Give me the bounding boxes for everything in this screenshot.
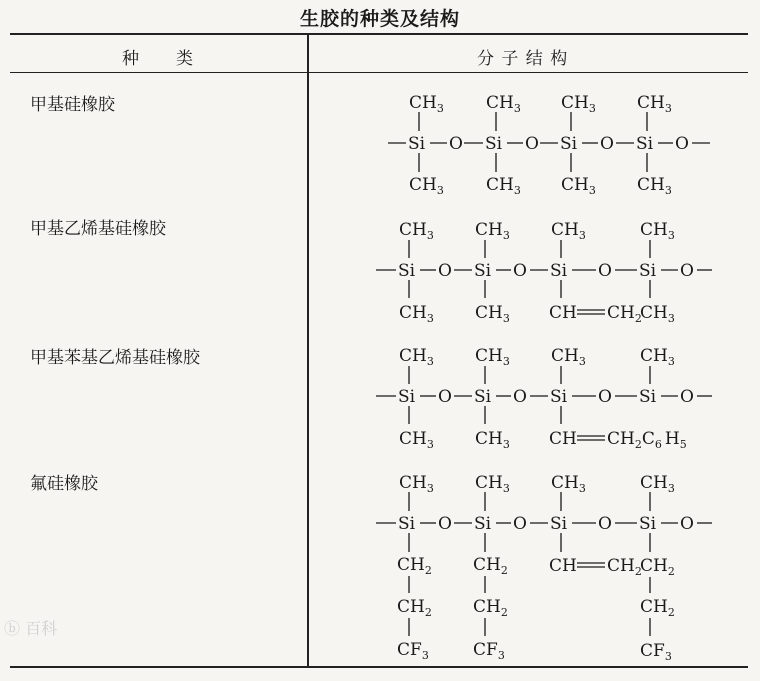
ch-vinyl: CH (549, 429, 577, 449)
structure-methyl (388, 93, 710, 197)
ch3-group: $CH_3$ (399, 346, 434, 368)
si-atom: Si (550, 261, 568, 281)
ch3-group: $CH_3$ (475, 220, 510, 242)
ch2-group: $CH_2$ (473, 555, 508, 577)
header-structure: 分 子 结 构 (477, 49, 569, 69)
ch2-vinyl: $CH_2$ (607, 303, 642, 325)
o-atom: O (598, 261, 612, 281)
o-atom: O (438, 387, 452, 407)
si-atom: Si (398, 387, 416, 407)
structure-methyl-phenyl-vinyl (376, 346, 712, 451)
ch3-group: $CH_3$ (475, 303, 510, 325)
row-name-methyl-vinyl: 甲基乙烯基硅橡胶 (30, 219, 166, 239)
watermark-icon: ⓑ (4, 619, 21, 638)
o-atom: O (438, 261, 452, 281)
watermark (4, 616, 57, 639)
o-atom: O (598, 514, 612, 534)
o-atom: O (600, 134, 614, 154)
ch3-group: $CH_3$ (409, 93, 444, 115)
o-atom: O (680, 387, 694, 407)
ch-vinyl: CH (549, 303, 577, 323)
si-atom: Si (485, 134, 503, 154)
ch3-group: $CH_3$ (551, 220, 586, 242)
si-atom: Si (474, 387, 492, 407)
row-name-fluoro: 氟硅橡胶 (30, 474, 98, 494)
ch3-group: $CH_3$ (551, 473, 586, 495)
ch3-group: $CH_3$ (475, 473, 510, 495)
ch3-group: $CH_3$ (640, 346, 675, 368)
ch2-group: $CH_2$ (640, 597, 675, 619)
header-type: 种 类 (122, 49, 194, 69)
si-atom: Si (398, 514, 416, 534)
o-atom: O (513, 514, 527, 534)
si-atom: Si (550, 387, 568, 407)
ch3-group: $CH_3$ (637, 93, 672, 115)
ch2-vinyl: $CH_2$ (607, 556, 642, 578)
si-atom: Si (636, 134, 654, 154)
si-atom: Si (398, 261, 416, 281)
watermark-text: 百科 (25, 619, 58, 638)
ch3-group: $CH_3$ (637, 175, 672, 197)
si-atom: Si (560, 134, 578, 154)
ch3-group: $CH_3$ (399, 303, 434, 325)
ch2-group: $CH_2$ (397, 597, 432, 619)
ch2-phenyl: $CH_2C_6$ $H_5$ (607, 429, 687, 451)
si-atom: Si (474, 261, 492, 281)
ch2-group: $CH_2$ (397, 555, 432, 577)
ch3-group: $CH_3$ (640, 220, 675, 242)
cf3-group: $CF_3$ (397, 640, 429, 662)
ch2-group: $CH_2$ (473, 597, 508, 619)
row-name-methyl-phenyl-vinyl: 甲基苯基乙烯基硅橡胶 (30, 348, 200, 368)
ch3-group: $CH_3$ (475, 429, 510, 451)
ch3-group: $CH_3$ (486, 175, 521, 197)
table-title: 生胶的种类及结构 (299, 8, 460, 30)
ch2-group: $CH_2$ (640, 556, 675, 578)
ch3-group: $CH_3$ (561, 175, 596, 197)
ch3-group: $CH_3$ (561, 93, 596, 115)
o-atom: O (513, 387, 527, 407)
si-atom: Si (408, 134, 426, 154)
o-atom: O (449, 134, 463, 154)
cf3-group: $CF_3$ (640, 641, 672, 663)
si-atom: Si (550, 514, 568, 534)
o-atom: O (513, 261, 527, 281)
ch3-group: $CH_3$ (640, 303, 675, 325)
ch3-group: $CH_3$ (399, 429, 434, 451)
ch3-group: $CH_3$ (399, 473, 434, 495)
o-atom: O (675, 134, 689, 154)
o-atom: O (438, 514, 452, 534)
si-atom: Si (639, 387, 657, 407)
ch3-group: $CH_3$ (475, 346, 510, 368)
si-atom: Si (639, 261, 657, 281)
o-atom: O (680, 261, 694, 281)
structure-methyl-vinyl (376, 220, 712, 325)
o-atom: O (525, 134, 539, 154)
structure-fluoro (376, 473, 712, 663)
o-atom: O (598, 387, 612, 407)
si-atom: Si (474, 514, 492, 534)
ch3-group: $CH_3$ (640, 473, 675, 495)
o-atom: O (680, 514, 694, 534)
ch-vinyl: CH (549, 556, 577, 576)
cf3-group: $CF_3$ (473, 640, 505, 662)
ch3-group: $CH_3$ (409, 175, 444, 197)
ch3-group: $CH_3$ (551, 346, 586, 368)
ch3-group: $CH_3$ (399, 220, 434, 242)
ch3-group: $CH_3$ (486, 93, 521, 115)
si-atom: Si (639, 514, 657, 534)
row-name-methyl: 甲基硅橡胶 (30, 95, 115, 115)
